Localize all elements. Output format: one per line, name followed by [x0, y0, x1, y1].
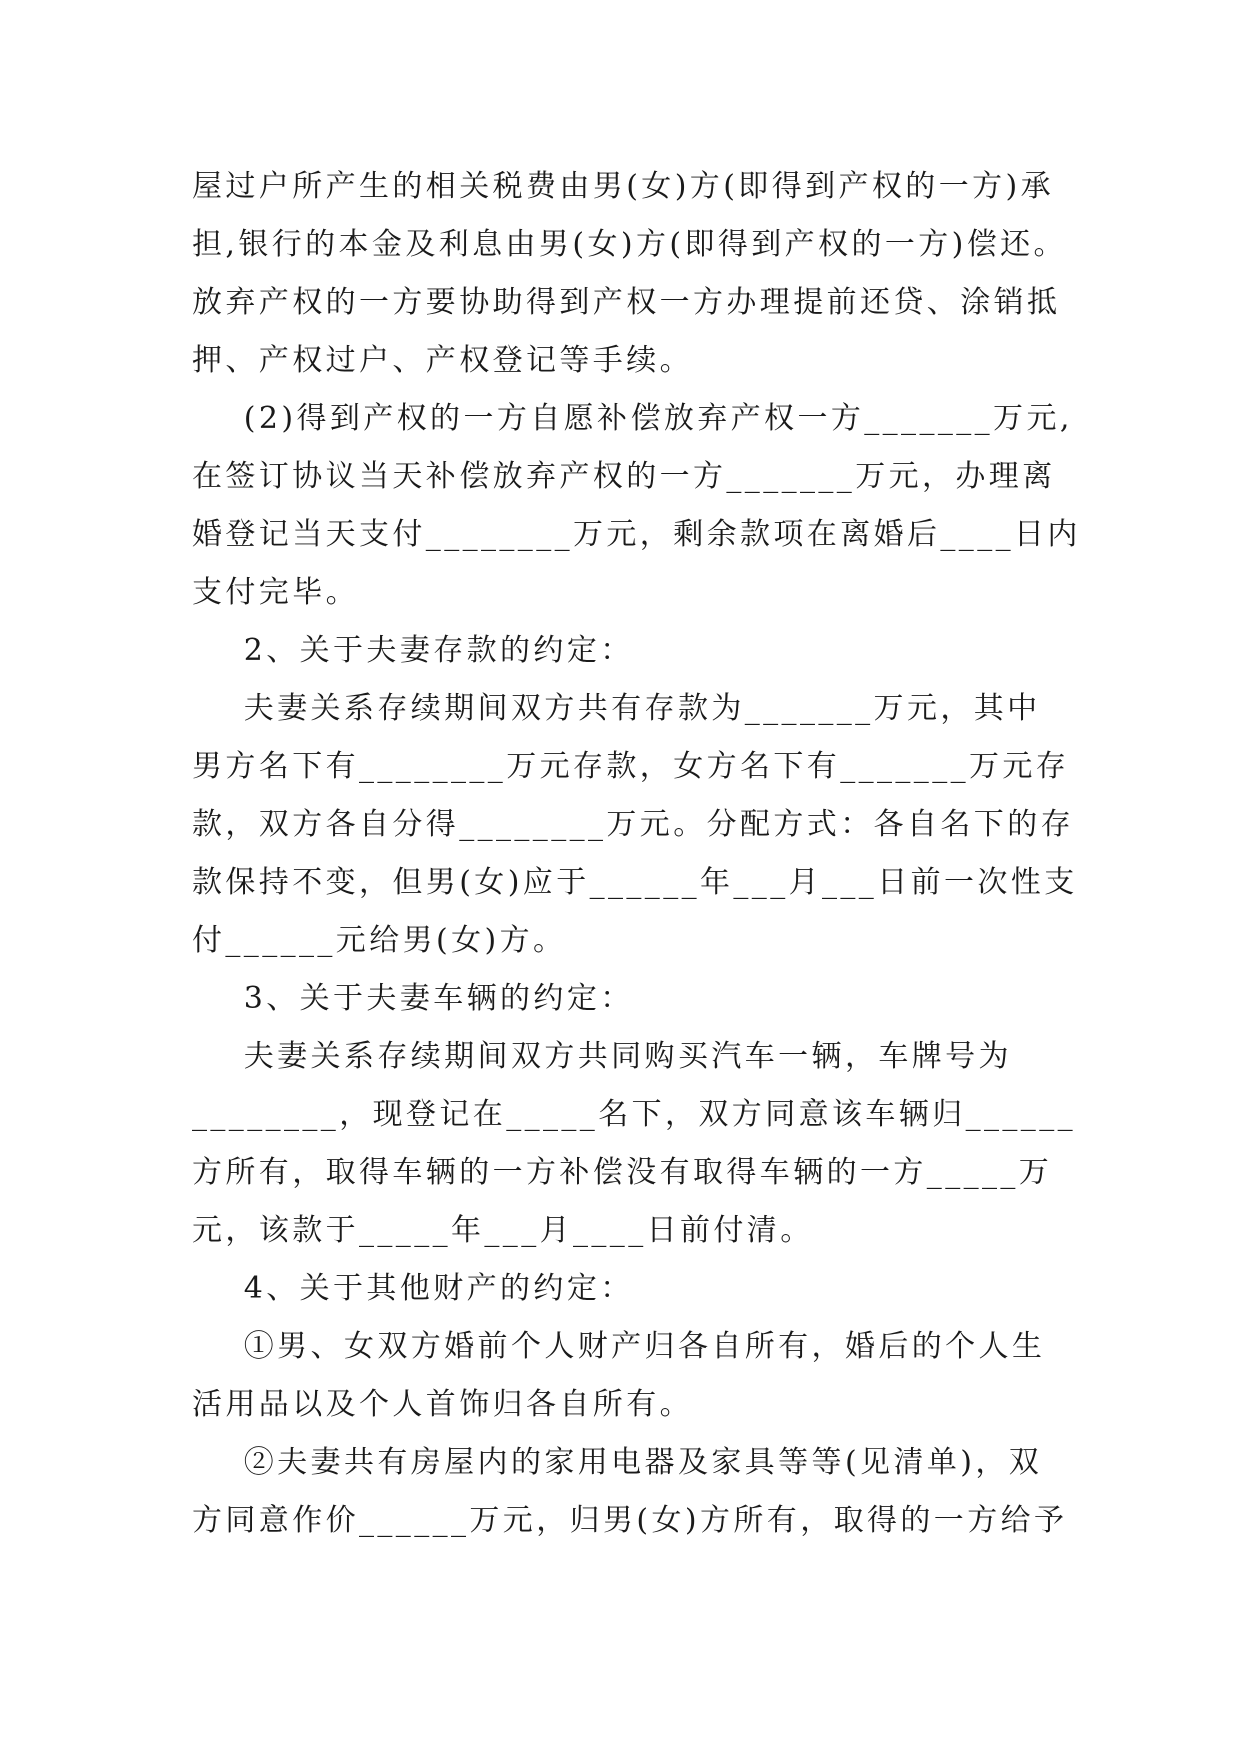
text-line: 夫妻关系存续期间双方共有存款为_______万元，其中 [192, 691, 1041, 726]
section-heading: 2、关于夫妻存款的约定： [192, 633, 634, 668]
text-line: 放弃产权的一方要协助得到产权一方办理提前还贷、涂销抵 [192, 285, 1061, 320]
text-line: 款保持不变，但男(女)应于______年___月___日前一次性支 [192, 865, 1078, 900]
text-line: 款，双方各自分得________万元。分配方式：各自名下的存 [192, 807, 1074, 842]
document-body [192, 158, 1081, 1550]
text-line: 支付完毕。 [192, 575, 359, 610]
section-heading: 3、关于夫妻车辆的约定： [192, 981, 634, 1016]
text-line: 方所有，取得车辆的一方补偿没有取得车辆的一方_____万 [192, 1155, 1053, 1190]
text-line: ________，现登记在_____名下，双方同意该车辆归______ [192, 1097, 1076, 1132]
text-line: 在签订协议当天补偿放弃产权的一方_______万元，办理离 [192, 459, 1056, 494]
text-line: 夫妻关系存续期间双方共同购买汽车一辆，车牌号为 [192, 1039, 1012, 1074]
text-line: 付______元给男(女)方。 [192, 923, 567, 958]
text-line: 男方名下有________万元存款，女方名下有_______万元存 [192, 749, 1070, 784]
text-line: 婚登记当天支付________万元，剩余款项在离婚后____日内 [192, 517, 1081, 552]
text-line: 屋过户所产生的相关税费由男(女)方(即得到产权的一方)承 [192, 169, 1055, 204]
text-line: 押、产权过户、产权登记等手续。 [192, 343, 693, 378]
text-line: 元，该款于_____年___月____日前付清。 [192, 1213, 814, 1248]
text-line: 担,银行的本金及利息由男(女)方(即得到产权的一方)偿还。 [192, 227, 1067, 262]
text-line: ②夫妻共有房屋内的家用电器及家具等等(见清单)，双 [192, 1445, 1043, 1480]
text-line: 活用品以及个人首饰归各自所有。 [192, 1387, 693, 1422]
text-line: ①男、女双方婚前个人财产归各自所有，婚后的个人生 [192, 1329, 1046, 1364]
text-line: 方同意作价______万元，归男(女)方所有，取得的一方给予 [192, 1503, 1068, 1538]
section-heading: 4、关于其他财产的约定： [192, 1271, 634, 1306]
text-line: (2)得到产权的一方自愿补偿放弃产权一方_______万元, [192, 401, 1073, 436]
